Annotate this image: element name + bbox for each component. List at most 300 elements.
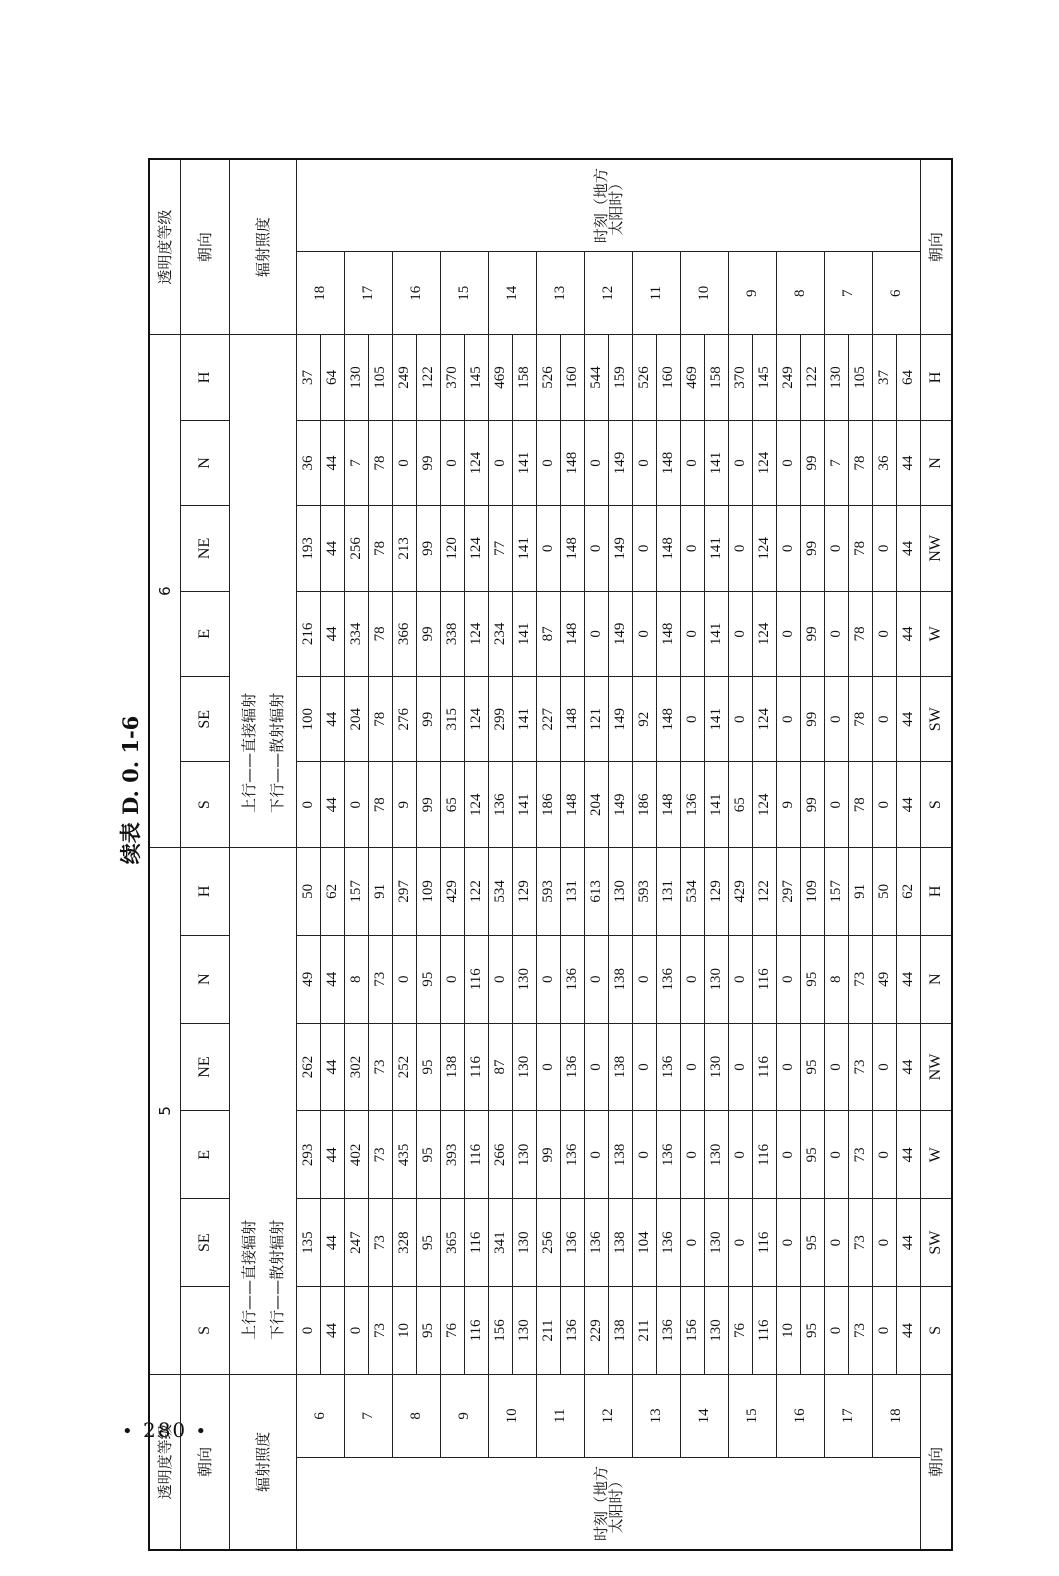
value-cell: 0: [537, 420, 561, 505]
value-cell: 116: [465, 1111, 489, 1199]
value-cell: 9: [777, 762, 801, 847]
value-cell: 64: [321, 335, 345, 421]
direction-top: N: [181, 420, 230, 505]
value-cell: 593: [537, 847, 561, 935]
value-cell: 0: [633, 1111, 657, 1199]
table-row: [777, 159, 801, 1550]
time-label-text: 时刻（地方太阳时）: [591, 168, 625, 244]
value-cell: 138: [441, 1023, 465, 1111]
orientation-label-bottom-right: 朝向: [921, 159, 953, 335]
value-cell: 95: [417, 1111, 441, 1199]
value-cell: 0: [777, 1199, 801, 1287]
value-cell: 0: [441, 420, 465, 505]
value-cell: 276: [393, 677, 417, 762]
value-cell: 136: [585, 1199, 609, 1287]
time-cell: 11: [537, 1374, 585, 1457]
value-cell: 122: [465, 847, 489, 935]
value-cell: 44: [321, 1111, 345, 1199]
direction-bottom: W: [921, 1111, 953, 1199]
value-cell: 44: [321, 1199, 345, 1287]
value-cell: 138: [609, 1111, 633, 1199]
note-lower: 下行——散射辐射: [268, 692, 286, 813]
value-cell: 341: [489, 1199, 513, 1287]
value-cell: 156: [681, 1287, 705, 1375]
value-cell: 10: [393, 1287, 417, 1375]
value-cell: 136: [657, 1287, 681, 1375]
value-cell: 0: [873, 1111, 897, 1199]
value-cell: 130: [609, 847, 633, 935]
value-cell: 370: [729, 335, 753, 421]
value-cell: 370: [441, 335, 465, 421]
value-cell: 141: [513, 506, 537, 591]
value-cell: 122: [753, 847, 777, 935]
value-cell: 8: [345, 935, 369, 1023]
time-cell: 14: [681, 1374, 729, 1457]
value-cell: 44: [897, 935, 921, 1023]
direction-top: N: [181, 935, 230, 1023]
value-cell: 158: [705, 335, 729, 421]
value-cell: 95: [417, 1287, 441, 1375]
value-cell: 136: [561, 1287, 585, 1375]
value-cell: 10: [777, 1287, 801, 1375]
value-cell: 0: [777, 420, 801, 505]
value-cell: 99: [417, 762, 441, 847]
value-cell: 0: [585, 1023, 609, 1111]
orientation-label: 朝向: [181, 1374, 230, 1550]
value-cell: 65: [441, 762, 465, 847]
time-cell: 13: [633, 1374, 681, 1457]
value-cell: 77: [489, 506, 513, 591]
direction-bottom: S: [921, 1287, 953, 1375]
legend-note: [230, 847, 297, 1374]
value-cell: 141: [705, 762, 729, 847]
time-cell-right: 11: [633, 252, 681, 335]
time-cell-right: 12: [585, 252, 633, 335]
value-cell: 0: [777, 1023, 801, 1111]
table-caption: [118, 715, 143, 865]
value-cell: 78: [849, 420, 873, 505]
table-row: [321, 159, 345, 1550]
value-cell: 64: [897, 335, 921, 421]
value-cell: 95: [801, 935, 825, 1023]
value-cell: 247: [345, 1199, 369, 1287]
value-cell: 44: [897, 420, 921, 505]
value-cell: 78: [369, 420, 393, 505]
value-cell: 0: [489, 935, 513, 1023]
value-cell: 0: [729, 506, 753, 591]
value-cell: 73: [369, 935, 393, 1023]
value-cell: 92: [633, 677, 657, 762]
time-cell-right: 18: [297, 252, 345, 335]
value-cell: 157: [825, 847, 849, 935]
value-cell: 0: [825, 762, 849, 847]
value-cell: 293: [297, 1111, 321, 1199]
table-row: [609, 159, 633, 1550]
note-upper: 上行——直接辐射: [239, 1219, 258, 1340]
value-cell: 141: [513, 677, 537, 762]
time-cell: 7: [345, 1374, 393, 1457]
direction-top: SE: [181, 677, 230, 762]
value-cell: 0: [585, 1111, 609, 1199]
value-cell: 44: [897, 762, 921, 847]
value-cell: 0: [585, 420, 609, 505]
value-cell: 0: [873, 762, 897, 847]
value-cell: 78: [369, 762, 393, 847]
direction-bottom: W: [921, 591, 953, 676]
value-cell: 136: [561, 935, 585, 1023]
value-cell: 148: [657, 591, 681, 676]
value-cell: 149: [609, 677, 633, 762]
time-cell: 8: [393, 1374, 441, 1457]
value-cell: 130: [705, 1111, 729, 1199]
value-cell: 135: [297, 1199, 321, 1287]
value-cell: 78: [369, 591, 393, 676]
value-cell: 44: [321, 762, 345, 847]
caption-text: 续表 D. 0. 1-6: [118, 715, 143, 865]
value-cell: 613: [585, 847, 609, 935]
direction-top: H: [181, 335, 230, 421]
grade-label: 透明度等级: [149, 1374, 181, 1550]
value-cell: 116: [753, 1199, 777, 1287]
value-cell: 95: [417, 1199, 441, 1287]
direction-top: S: [181, 1287, 230, 1375]
value-cell: 91: [369, 847, 393, 935]
value-cell: 0: [825, 1287, 849, 1375]
value-cell: 73: [369, 1199, 393, 1287]
time-cell-right: 15: [441, 252, 489, 335]
value-cell: 100: [297, 677, 321, 762]
value-cell: 130: [705, 1287, 729, 1375]
value-cell: 0: [393, 420, 417, 505]
value-cell: 0: [537, 1023, 561, 1111]
direction-top: H: [181, 847, 230, 935]
value-cell: 0: [681, 420, 705, 505]
value-cell: 0: [633, 935, 657, 1023]
grade-6: 6: [149, 335, 181, 848]
value-cell: 141: [705, 677, 729, 762]
value-cell: 0: [777, 677, 801, 762]
value-cell: 0: [825, 1111, 849, 1199]
value-cell: 44: [897, 506, 921, 591]
table-row: [393, 159, 417, 1550]
value-cell: 78: [369, 677, 393, 762]
time-cell-right: 8: [777, 252, 825, 335]
value-cell: 124: [753, 506, 777, 591]
value-cell: 36: [297, 420, 321, 505]
value-cell: 141: [513, 420, 537, 505]
value-cell: 0: [729, 677, 753, 762]
value-cell: 130: [705, 1023, 729, 1111]
value-cell: 0: [729, 1111, 753, 1199]
table-row: [489, 159, 513, 1550]
value-cell: 44: [321, 1287, 345, 1375]
value-cell: 593: [633, 847, 657, 935]
value-cell: 193: [297, 506, 321, 591]
value-cell: 44: [321, 935, 345, 1023]
value-cell: 116: [465, 1199, 489, 1287]
value-cell: 105: [849, 335, 873, 421]
value-cell: 95: [801, 1287, 825, 1375]
value-cell: 227: [537, 677, 561, 762]
value-cell: 116: [753, 935, 777, 1023]
value-cell: 116: [753, 1287, 777, 1375]
value-cell: 0: [729, 420, 753, 505]
value-cell: 149: [609, 506, 633, 591]
direction-bottom: NW: [921, 1023, 953, 1111]
value-cell: 109: [801, 847, 825, 935]
value-cell: 99: [417, 677, 441, 762]
direction-bottom: S: [921, 762, 953, 847]
value-cell: 204: [585, 762, 609, 847]
value-cell: 0: [825, 591, 849, 676]
value-cell: 136: [657, 1023, 681, 1111]
value-cell: 99: [801, 591, 825, 676]
value-cell: 0: [297, 762, 321, 847]
table-row: [801, 159, 825, 1550]
time-cell: 12: [585, 1374, 633, 1457]
direction-top: E: [181, 591, 230, 676]
value-cell: 78: [849, 677, 873, 762]
value-cell: 204: [345, 677, 369, 762]
irradiance-header-row: [230, 159, 297, 1550]
value-cell: 148: [561, 591, 585, 676]
value-cell: 148: [657, 506, 681, 591]
value-cell: 9: [393, 762, 417, 847]
value-cell: 148: [657, 420, 681, 505]
note-lower: 下行——散射辐射: [268, 1219, 286, 1340]
value-cell: 104: [633, 1199, 657, 1287]
value-cell: 37: [873, 335, 897, 421]
value-cell: 469: [489, 335, 513, 421]
value-cell: 131: [561, 847, 585, 935]
table-row: [561, 159, 585, 1550]
value-cell: 130: [513, 1111, 537, 1199]
table-row: [849, 159, 873, 1550]
time-cell-right: 13: [537, 252, 585, 335]
time-cell-right: 9: [729, 252, 777, 335]
value-cell: 124: [465, 677, 489, 762]
value-cell: 159: [609, 335, 633, 421]
value-cell: 0: [345, 1287, 369, 1375]
value-cell: 469: [681, 335, 705, 421]
table-row: [297, 159, 321, 1550]
value-cell: 99: [801, 420, 825, 505]
value-cell: 138: [609, 1199, 633, 1287]
value-cell: 0: [393, 935, 417, 1023]
table-row: [585, 159, 609, 1550]
table-row: [705, 159, 729, 1550]
value-cell: 49: [873, 935, 897, 1023]
value-cell: 160: [657, 335, 681, 421]
table-row: [729, 159, 753, 1550]
value-cell: 73: [369, 1111, 393, 1199]
value-cell: 211: [633, 1287, 657, 1375]
table-row: [465, 159, 489, 1550]
value-cell: 0: [825, 1199, 849, 1287]
orientation-label-bottom: 朝向: [921, 1374, 953, 1550]
value-cell: 0: [777, 591, 801, 676]
value-cell: 105: [369, 335, 393, 421]
value-cell: 0: [729, 1199, 753, 1287]
value-cell: 8: [825, 935, 849, 1023]
value-cell: 124: [753, 677, 777, 762]
value-cell: 160: [561, 335, 585, 421]
value-cell: 299: [489, 677, 513, 762]
value-cell: 0: [585, 591, 609, 676]
value-cell: 0: [633, 1023, 657, 1111]
direction-bottom: H: [921, 335, 953, 421]
value-cell: 149: [609, 420, 633, 505]
time-cell: 9: [441, 1374, 489, 1457]
value-cell: 158: [513, 335, 537, 421]
value-cell: 0: [537, 935, 561, 1023]
table-row: [633, 159, 657, 1550]
time-cell-right: 10: [681, 252, 729, 335]
value-cell: 99: [801, 677, 825, 762]
value-cell: 36: [873, 420, 897, 505]
value-cell: 109: [417, 847, 441, 935]
table-row: [345, 159, 369, 1550]
value-cell: 44: [321, 420, 345, 505]
value-cell: 435: [393, 1111, 417, 1199]
value-cell: 256: [345, 506, 369, 591]
value-cell: 0: [681, 506, 705, 591]
value-cell: 149: [609, 591, 633, 676]
value-cell: 130: [705, 935, 729, 1023]
value-cell: 73: [849, 1023, 873, 1111]
value-cell: 256: [537, 1199, 561, 1287]
value-cell: 0: [873, 1199, 897, 1287]
value-cell: 0: [825, 677, 849, 762]
value-cell: 148: [657, 677, 681, 762]
value-cell: 138: [609, 1287, 633, 1375]
value-cell: 334: [345, 591, 369, 676]
value-cell: 145: [753, 335, 777, 421]
value-cell: 44: [321, 1023, 345, 1111]
value-cell: 130: [513, 1287, 537, 1375]
value-cell: 7: [345, 420, 369, 505]
value-cell: 0: [873, 1023, 897, 1111]
value-cell: 124: [465, 420, 489, 505]
value-cell: 44: [321, 677, 345, 762]
value-cell: 116: [465, 935, 489, 1023]
value-cell: 136: [561, 1111, 585, 1199]
direction-bottom: SW: [921, 677, 953, 762]
value-cell: 297: [777, 847, 801, 935]
value-cell: 0: [681, 935, 705, 1023]
note-upper: 上行——直接辐射: [239, 692, 258, 813]
value-cell: 44: [897, 591, 921, 676]
value-cell: 0: [297, 1287, 321, 1375]
value-cell: 148: [561, 762, 585, 847]
value-cell: 186: [537, 762, 561, 847]
value-cell: 526: [633, 335, 657, 421]
table-row: [513, 159, 537, 1550]
value-cell: 116: [465, 1023, 489, 1111]
value-cell: 73: [849, 1287, 873, 1375]
value-cell: 0: [777, 935, 801, 1023]
value-cell: 7: [825, 420, 849, 505]
table-row: [417, 159, 441, 1550]
time-cell-right: 16: [393, 252, 441, 335]
value-cell: 365: [441, 1199, 465, 1287]
value-cell: 50: [297, 847, 321, 935]
value-cell: 76: [441, 1287, 465, 1375]
value-cell: 99: [801, 506, 825, 591]
value-cell: 141: [705, 506, 729, 591]
value-cell: 249: [393, 335, 417, 421]
value-cell: 95: [801, 1111, 825, 1199]
value-cell: 95: [801, 1023, 825, 1111]
value-cell: 249: [777, 335, 801, 421]
value-cell: 87: [537, 591, 561, 676]
value-cell: 0: [633, 506, 657, 591]
value-cell: 0: [681, 1023, 705, 1111]
value-cell: 121: [585, 677, 609, 762]
value-cell: 0: [729, 1023, 753, 1111]
value-cell: 73: [369, 1023, 393, 1111]
value-cell: 0: [489, 420, 513, 505]
value-cell: 0: [873, 591, 897, 676]
value-cell: 78: [849, 762, 873, 847]
value-cell: 73: [369, 1287, 393, 1375]
orientation-footer-row: [921, 159, 953, 1550]
value-cell: 136: [657, 1111, 681, 1199]
value-cell: 229: [585, 1287, 609, 1375]
value-cell: 78: [849, 506, 873, 591]
direction-top: NE: [181, 1023, 230, 1111]
value-cell: 157: [345, 847, 369, 935]
grade-label-right: 透明度等级: [149, 159, 181, 335]
value-cell: 148: [657, 762, 681, 847]
value-cell: 44: [897, 1287, 921, 1375]
table-row: [897, 159, 921, 1550]
table-row: [537, 159, 561, 1550]
value-cell: 130: [513, 935, 537, 1023]
value-cell: 44: [897, 1111, 921, 1199]
time-cell: 17: [825, 1374, 873, 1457]
value-cell: 91: [849, 847, 873, 935]
value-cell: 526: [537, 335, 561, 421]
time-label-text: 时刻（地方太阳时）: [591, 1465, 625, 1541]
value-cell: 130: [513, 1199, 537, 1287]
value-cell: 0: [729, 935, 753, 1023]
value-cell: 44: [897, 677, 921, 762]
table-row: [825, 159, 849, 1550]
value-cell: 65: [729, 762, 753, 847]
value-cell: 130: [345, 335, 369, 421]
value-cell: 136: [657, 1199, 681, 1287]
value-cell: 124: [465, 506, 489, 591]
value-cell: 141: [705, 591, 729, 676]
value-cell: 429: [729, 847, 753, 935]
value-cell: 95: [417, 1023, 441, 1111]
direction-bottom: SW: [921, 1199, 953, 1287]
time-label-left: [297, 1457, 921, 1550]
value-cell: 129: [513, 847, 537, 935]
value-cell: 49: [297, 935, 321, 1023]
value-cell: 429: [441, 847, 465, 935]
time-cell-right: 6: [873, 252, 921, 335]
direction-top: S: [181, 762, 230, 847]
value-cell: 0: [873, 1287, 897, 1375]
value-cell: 141: [513, 762, 537, 847]
value-cell: 0: [537, 506, 561, 591]
value-cell: 62: [897, 847, 921, 935]
page-number: • 280 •: [122, 1418, 209, 1442]
value-cell: 73: [849, 1111, 873, 1199]
value-cell: 124: [465, 591, 489, 676]
